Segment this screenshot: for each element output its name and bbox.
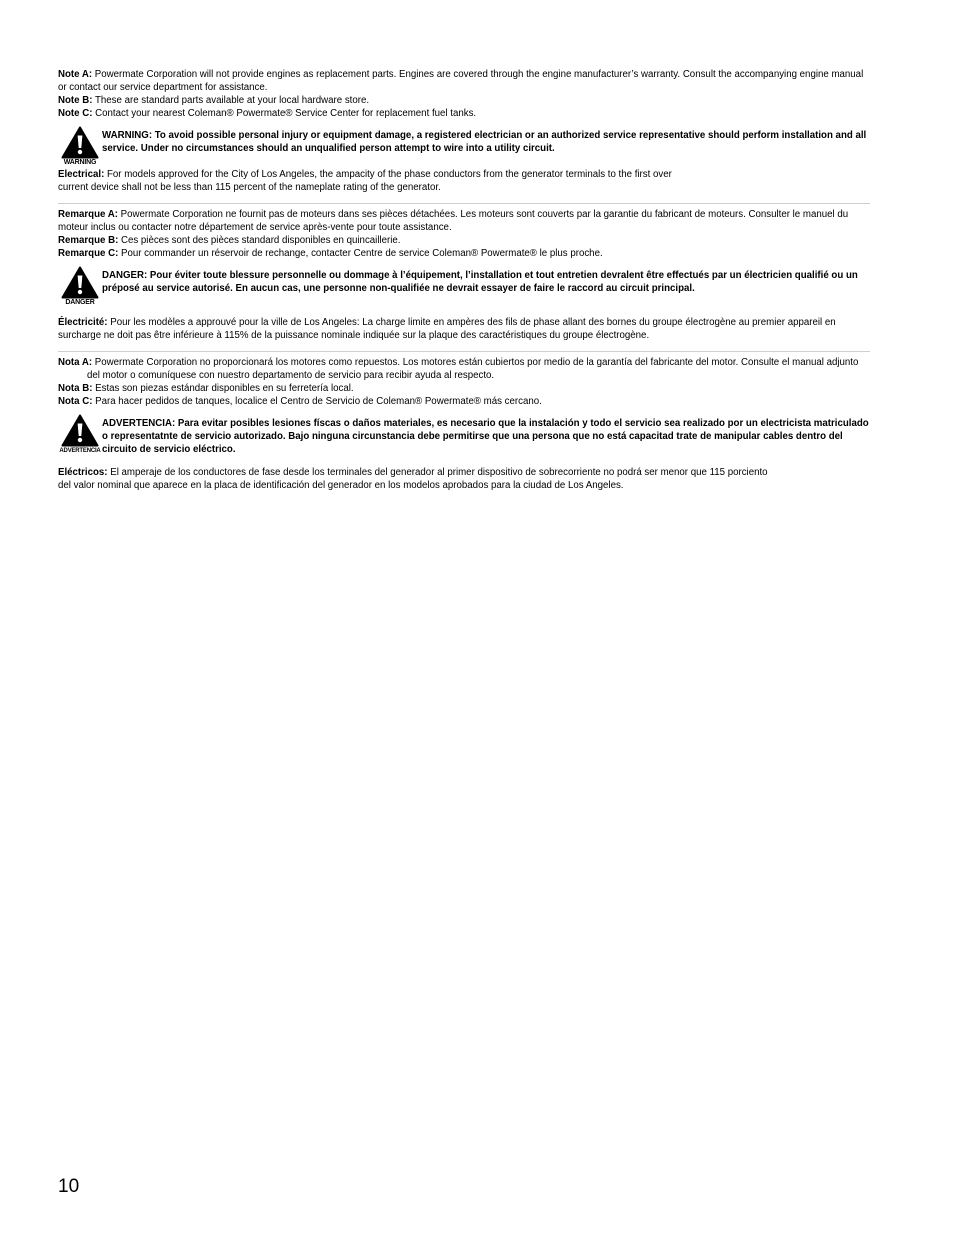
spanish-electrical <box>58 466 870 492</box>
french-electrical <box>58 316 870 342</box>
manual-page-content <box>58 68 870 492</box>
spanish-note-c-text: Para hacer pedidos de tanques, localice el Centro de Servicio de Coleman® Powermate® más cercano. <box>92 396 542 407</box>
english-electrical-line1: For models approved for the City of Los Angeles, the ampacity of the phase conductors from the generator terminals to the first over <box>104 169 672 180</box>
spanish-electrical-label: Eléctricos: <box>58 467 108 478</box>
spanish-note-c <box>58 395 870 408</box>
french-electrical-text: Pour les modèles a approuvé pour la ville de Los Angeles: La charge limite en ampères des fils de phase allant des bornes du groupe électrogène au premier appareil en surcharge ne doit pas être inférieure à 115% de la puissance nominale indiquée sur la plaque des caractéristiques du groupe électrogène. <box>58 317 836 341</box>
english-note-c-text: Contact your nearest Coleman® Powermate® Service Center for replacement fuel tanks. <box>92 108 477 119</box>
french-note-a <box>58 208 870 234</box>
english-electrical-label: Electrical: <box>58 169 105 180</box>
section-divider <box>58 203 870 204</box>
spanish-electrical-line2: del valor nominal que aparece en la placa de identificación del generador en los modelos aprobados para la ciudad de Los Angeles. <box>58 480 624 491</box>
english-note-a-text: Powermate Corporation will not provide engines as replacement parts. Engines are covered through the engine manufacturer’s warranty. Consult the accompanying engine manual or contact our service department for assistance. <box>58 69 864 93</box>
warning-triangle-icon <box>58 126 102 167</box>
danger-icon-caption: DANGER <box>65 299 95 306</box>
english-note-c-label: Note C: <box>58 108 93 119</box>
spanish-electrical-line1: El amperaje de los conductores de fase desde los terminales del generador al primer dispositivo de sobrecorriente no podrá ser menor que 115 porciento <box>107 467 768 478</box>
page-number: 10 <box>58 1176 80 1197</box>
english-note-c <box>58 107 870 120</box>
spanish-note-b <box>58 382 870 395</box>
french-note-b <box>58 234 870 247</box>
spanish-note-b-text: Estas son piezas estándar disponibles en su ferretería local. <box>92 383 354 394</box>
english-note-b-label: Note B: <box>58 95 93 106</box>
advertencia-triangle-icon <box>58 414 102 455</box>
english-section <box>58 68 870 194</box>
spanish-section <box>58 356 870 492</box>
section-divider <box>58 351 870 352</box>
french-warning-text: DANGER: Pour éviter toute blessure personnelle ou dommage à l’équipement, l’installation et tout entretien devralent être effectués par un électricien qualifié ou un préposé au service autorisé. En aucun cas, une personne non-qualifiée ne devrait essayer de faire le raccord au circuit principal. <box>102 270 858 294</box>
english-note-a-label: Note A: <box>58 69 93 80</box>
english-note-a <box>58 68 870 94</box>
french-note-a-text: Powermate Corporation ne fournit pas de moteurs dans ses pièces détachées. Les moteurs sont couverts par la garantie du fabricant de moteurs. Consulter le manuel du moteur inclus ou contacter notre département de service après-vente pour toute assistance. <box>58 209 849 233</box>
french-warning-block <box>58 266 870 306</box>
spanish-note-a <box>58 356 870 382</box>
english-warning-text: WARNING: To avoid possible personal injury or equipment damage, a registered electrician or an authorized service representative should perform installation and all service. Under no circumstances should an unqualified person attempt to wire into a utility circuit. <box>102 130 867 154</box>
english-electrical-line2: current device shall not be less than 115 percent of the nameplate rating of the generator. <box>58 182 441 193</box>
french-note-c-text: Pour commander un réservoir de rechange, contacter Centre de service Coleman® Powermate® le plus proche. <box>118 248 603 259</box>
french-section <box>58 208 870 342</box>
english-electrical <box>58 168 870 194</box>
french-note-a-label: Remarque A: <box>58 209 118 220</box>
french-note-c-label: Remarque C: <box>58 248 119 259</box>
english-note-b-text: These are standard parts available at your local hardware store. <box>92 95 370 106</box>
french-note-c <box>58 247 870 260</box>
french-note-b-label: Remarque B: <box>58 235 119 246</box>
warning-icon-caption: WARNING <box>63 159 97 166</box>
spanish-note-c-label: Nota C: <box>58 396 93 407</box>
french-electrical-label: Électricité: <box>58 317 108 328</box>
english-note-b <box>58 94 870 107</box>
spanish-note-b-label: Nota B: <box>58 383 93 394</box>
french-note-b-text: Ces pièces sont des pièces standard disponibles en quincaillerie. <box>118 235 401 246</box>
spanish-note-a-label: Nota A: <box>58 357 93 368</box>
spanish-note-a-text: Powermate Corporation no proporcionará los motores como repuestos. Los motores están cubiertos por medio de la garantía del fabricante del motor. Consulte el manual adjunto del motor o comuníquese con nuestro departamento de servicio para recibir ayuda al respecto. <box>87 357 859 381</box>
advertencia-icon-caption: ADVERTENCIA <box>59 448 101 454</box>
danger-triangle-icon <box>58 266 102 307</box>
spanish-warning-block <box>58 414 870 456</box>
english-warning-block <box>58 126 870 166</box>
spanish-warning-text: ADVERTENCIA: Para evitar posibles lesiones físcas o daños materiales, es necesario que la instalación y todo el servicio sea realizado por un electricista matriculado o representatnte de servicio autorizado. Bajo ninguna circunstancia debe permitirse que una persona que no está capacitad trate de manipular cables dentro del circuito de servicio eléctrico. <box>102 418 869 455</box>
